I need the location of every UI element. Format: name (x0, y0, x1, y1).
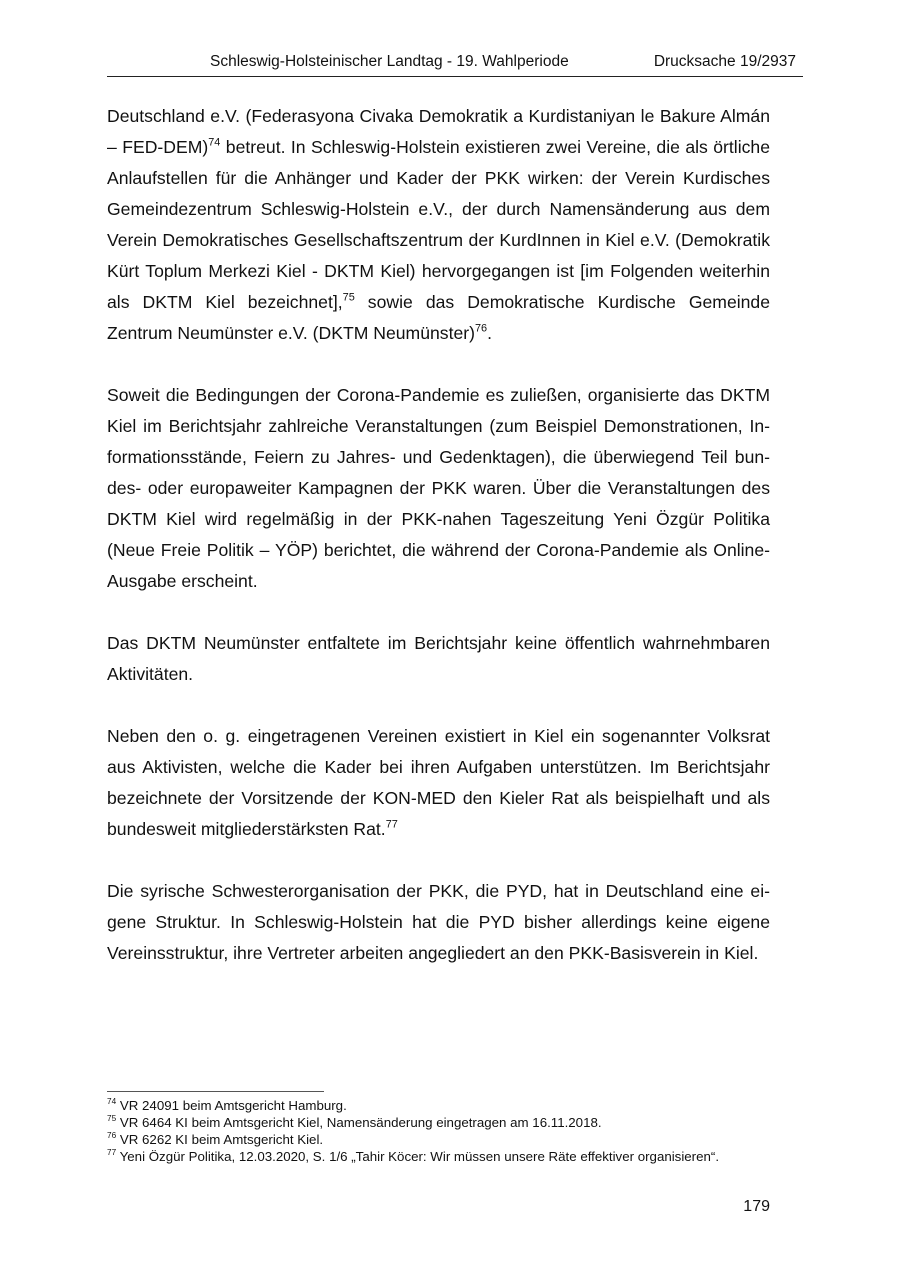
footnote-reference: 76 (474, 322, 488, 335)
footnote-number: 77 (107, 1148, 117, 1158)
footnotes (107, 1097, 762, 1165)
body-text (107, 101, 770, 1000)
paragraph (107, 628, 770, 690)
paragraph-text: Soweit die Bedingungen der Corona-Pandemie es zuließen, organisierte das DKTM Kiel im Berichtsjahr zahlreiche Veranstaltungen (zum Beispiel Demonstrationen, Informationsstände, Feiern zu Jahres- und Gedenktagen), die überwiegend Teil bundes- oder europaweiter Kampagnen der PKK waren. Über die Veranstaltungen des DKTM Kiel wird regelmäßig in der PKK-nahen Tageszeitung Yeni Özgür Politika (Neue Freie Politik – YÖP) berichtet, die während der Corona-Pandemie als Online-Ausgabe erscheint. (107, 385, 770, 591)
paragraph-text: . (487, 323, 492, 343)
footnote-number: 74 (107, 1097, 117, 1107)
paragraph (107, 380, 770, 597)
footnote-reference: 74 (208, 136, 221, 149)
header-doc-number: Drucksache 19/2937 (653, 53, 796, 70)
paragraph (107, 721, 770, 845)
footnote-reference: 77 (385, 818, 398, 831)
paragraph-text: betreut. In Schleswig-Holstein existieren zwei Vereine, die als örtliche Anlaufstellen für die Anhänger und Kader der PKK wirken: der Verein Kurdisches Gemeindezentrum Schleswig-Holstein e.V., der durch Namensänderung aus dem Verein Demokratisches Gesellschaftszentrum der KurdInnen in Kiel e.V. (Demokratik Kürt Toplum Merkezi Kiel - DKTM Kiel) hervorgegangen ist [im Folgenden weiterhin als DKTM Kiel bezeichnet], (107, 137, 770, 312)
footnote (107, 1148, 762, 1165)
paragraph-text: sowie das Demokratische Kurdische Gemeinde Zentrum Neumünster e.V. (DKTM Neumünster) (107, 292, 771, 343)
header-rule (107, 76, 803, 77)
page-number: 179 (743, 1198, 770, 1215)
footnote-text: VR 6464 KI beim Amtsgericht Kiel, Namensänderung eingetragen am 16.11.2018. (116, 1115, 602, 1130)
paragraph-text: Die syrische Schwesterorganisation der PKK, die PYD, hat in Deutschland eine eigene Struktur. In Schleswig-Holstein hat die PYD bisher allerdings keine eigene Vereinsstruktur, ihre Vertreter arbeiten angegliedert an den PKK-Basisverein in Kiel. (107, 881, 770, 963)
footnote-text: VR 6262 KI beim Amtsgericht Kiel. (116, 1132, 324, 1147)
footnote-text: Yeni Özgür Politika, 12.03.2020, S. 1/6 „Tahir Köcer: Wir müssen unsere Räte effektiver organisieren“. (116, 1149, 720, 1164)
page-header (107, 53, 802, 75)
paragraph (107, 876, 770, 969)
footnote-number: 76 (107, 1131, 117, 1141)
paragraph-text: Deutschland e.V. (Federasyona Civaka Demokratik a Kurdistaniyan le Bakure Almán – FED-DEM) (107, 106, 770, 157)
footnote (107, 1114, 762, 1131)
footnote (107, 1097, 762, 1114)
footnote-reference: 75 (342, 291, 355, 304)
paragraph (107, 101, 770, 349)
footnote-separator (107, 1091, 324, 1092)
paragraph-text: Neben den o. g. eingetragenen Vereinen existiert in Kiel ein sogenannter Volksrat aus Aktivisten, welche die Kader bei ihren Aufgaben unterstützen. Im Berichtsjahr bezeichnete der Vorsitzende der KON-MED den Kieler Rat als beispielhaft und als bundesweit mitgliederstärksten Rat. (107, 726, 770, 839)
footnote-text: VR 24091 beim Amtsgericht Hamburg. (116, 1098, 347, 1113)
header-title: Schleswig-Holsteinischer Landtag - 19. Wahlperiode (210, 53, 569, 70)
footnote-number: 75 (107, 1114, 117, 1124)
footnote (107, 1131, 762, 1148)
paragraph-text: Das DKTM Neumünster entfaltete im Berichtsjahr keine öffentlich wahrnehmbaren Aktivitäten. (107, 633, 770, 684)
